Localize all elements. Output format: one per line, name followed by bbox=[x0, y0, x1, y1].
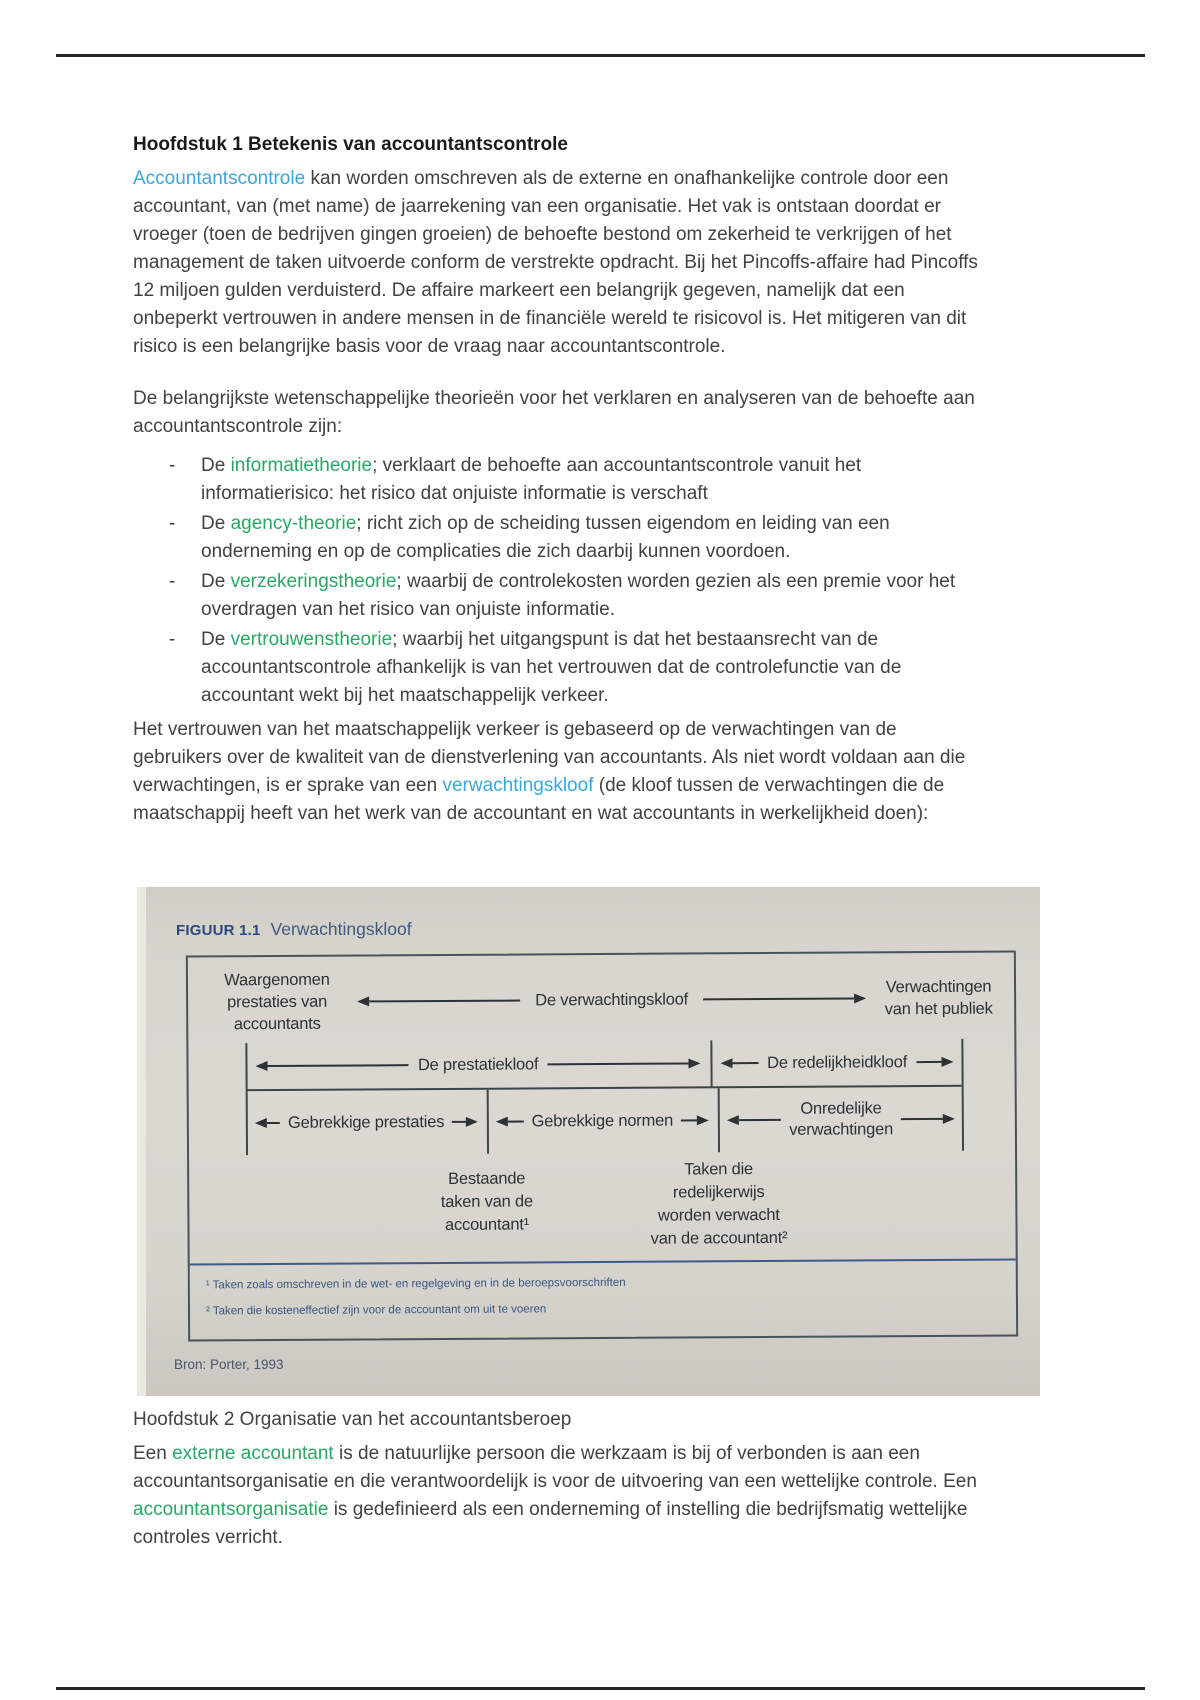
tick-right bbox=[961, 1039, 963, 1085]
arrow-line bbox=[267, 1064, 408, 1067]
figure-source: Bron: Porter, 1993 bbox=[174, 1357, 284, 1372]
diagram-cause-row bbox=[246, 1087, 964, 1155]
arrowhead-left-icon bbox=[357, 996, 369, 1006]
diagram-top-row bbox=[202, 965, 1006, 1036]
figure-caption bbox=[176, 919, 412, 940]
arrow-line bbox=[703, 997, 854, 1000]
chapter-1-section bbox=[133, 131, 1093, 828]
arrow-line bbox=[452, 1121, 465, 1124]
tick-left bbox=[245, 1043, 247, 1089]
diagram-gap-row bbox=[245, 1039, 963, 1089]
label-prestatiekloof: De prestatiekloof bbox=[417, 1054, 539, 1074]
divider-line bbox=[486, 1090, 488, 1154]
arrowhead-right-icon bbox=[854, 993, 866, 1003]
arrowhead-left-icon bbox=[495, 1117, 507, 1127]
arrowhead-left-icon bbox=[721, 1058, 733, 1068]
chapter-2-section bbox=[133, 1406, 1133, 1552]
figure-diagram-box bbox=[186, 950, 1018, 1341]
arrow-line bbox=[267, 1122, 280, 1125]
tick-middle bbox=[711, 1040, 713, 1086]
label-redelijkheidkloof: De redelijkheidkloof bbox=[767, 1052, 908, 1072]
top-rule bbox=[56, 54, 1145, 57]
arrowhead-right-icon bbox=[697, 1115, 709, 1125]
arrowhead-left-icon bbox=[255, 1118, 267, 1128]
paragraph-3: Het vertrouwen van het maatschappelijk verkeer is gebaseerd op de verwachtingen van de gebruikers over de kwaliteit van de dienstverlening van accountants. Als niet wordt voldaan aan die verwachtingen, is er sprake van een verwachtingskloof (de kloof tussen de verwachtingen die de maatschappij heeft van het werk van de accountant en wat accountants in werkelijkheid doen): bbox=[133, 719, 966, 824]
label-verwachtingskloof: De verwachtingskloof bbox=[535, 989, 689, 1009]
arrow-line bbox=[681, 1119, 697, 1122]
theory-list bbox=[133, 452, 1093, 710]
chapter-2-heading: Hoofdstuk 2 Organisatie van het accountantsberoep bbox=[133, 1409, 572, 1430]
figure-footnote-2: ² Taken die kosteneffectief zijn voor de accountant om uit te voeren bbox=[205, 1303, 547, 1318]
figure-title: Verwachtingskloof bbox=[270, 919, 412, 939]
arrowhead-right-icon bbox=[941, 1057, 953, 1067]
figure-1-1-scan bbox=[137, 887, 1040, 1396]
arrowhead-right-icon bbox=[943, 1114, 955, 1124]
bullet-marker: - bbox=[169, 513, 176, 534]
cell-gebrekkige-normen bbox=[486, 1088, 718, 1153]
label-waargenomen-prestaties: Waargenomen prestaties van accountants bbox=[224, 970, 330, 1034]
label-gebrekkige-prestaties: Gebrekkige prestaties bbox=[287, 1112, 445, 1132]
cell-onredelijke-verwachtingen bbox=[718, 1087, 964, 1152]
arrow-line bbox=[733, 1062, 758, 1065]
bullet-marker: - bbox=[169, 455, 176, 476]
divider-line bbox=[718, 1088, 720, 1152]
segment-redelijkheidkloof bbox=[711, 1052, 964, 1073]
paragraph-4: Een externe accountant is de natuurlijke persoon die werkzaam is bij of verbonden is aan een accountantsorganisatie en die verantwoordelijk is voor de uitvoering van een wettelijke controle. Een accountantsorganisatie is gedefinieerd als een onderneming of instelling die bedrijfsmatig wettelijke controles verricht. bbox=[133, 1443, 977, 1548]
arrow-right bbox=[703, 993, 866, 1004]
note-bestaande-taken: Bestaande taken van de accountant¹ bbox=[440, 1169, 533, 1234]
arrow-left bbox=[357, 995, 520, 1006]
list-item-text: De agency-theorie; richt zich op de scheiding tussen eigendom en leiding van een onderneming en op de complicaties die zich daarbij kunnen voordoen. bbox=[201, 513, 890, 562]
list-item bbox=[133, 626, 1093, 710]
diagram-notes bbox=[246, 1161, 965, 1255]
divider-line bbox=[962, 1087, 964, 1151]
list-item bbox=[133, 452, 1093, 508]
arrow-line bbox=[739, 1119, 781, 1122]
divider-line bbox=[246, 1091, 248, 1155]
figure-footnote-1: ¹ Taken zoals omschreven in de wet- en regelgeving en in de beroepsvoorschriften bbox=[205, 1276, 626, 1292]
label-gebrekkige-normen: Gebrekkige normen bbox=[531, 1111, 674, 1130]
arrow-line bbox=[901, 1118, 943, 1121]
note-taken-redelijkerwijs: Taken die redelijkerwijs worden verwacht van de accountant² bbox=[650, 1160, 788, 1248]
paragraph-1: Accountantscontrole kan worden omschreven als de externe en onafhankelijke controle door een accountant, van (met name) de jaarrekening van een organisatie. Het vak is ontstaan doordat er vroeger (toen de bedrijven gingen groeien) de behoefte bestond om zekerheid te verkrijgen of het management de taken uitvoerde conform de verstrekte opdracht. Bij het Pincoffs-affaire had Pincoffs 12 miljoen gulden verduisterd. De affaire markeert een belangrijk gegeven, namelijk dat een onbeperkt vertrouwen in andere mensen in de financiële wereld te risicovol is. Het mitigeren van dit risico is een belangrijke basis voor de vraag naar accountantscontrole. bbox=[133, 168, 978, 357]
arrow-line bbox=[916, 1061, 941, 1064]
list-item-text: De vertrouwenstheorie; waarbij het uitgangspunt is dat het bestaansrecht van de accountantscontrole afhankelijk is van het vertrouwen dat de controlefunctie van de accountant wekt bij het maatschappelijk verkeer. bbox=[201, 629, 902, 706]
bullet-marker: - bbox=[169, 629, 176, 650]
cell-gebrekkige-prestaties bbox=[246, 1090, 487, 1155]
bullet-marker: - bbox=[169, 571, 176, 592]
list-item-text: De verzekeringstheorie; waarbij de controlekosten worden gezien als een premie voor het overdragen van het risico van onjuiste informatie. bbox=[201, 571, 956, 620]
list-item bbox=[133, 568, 1093, 624]
label-verwachtingen-publiek: Verwachtingen van het publiek bbox=[884, 977, 993, 1019]
arrow-line bbox=[507, 1120, 523, 1123]
footnote-divider bbox=[190, 1258, 1016, 1265]
arrow-line bbox=[547, 1062, 688, 1065]
arrowhead-right-icon bbox=[465, 1117, 477, 1127]
chapter-1-heading: Hoofdstuk 1 Betekenis van accountantscontrole bbox=[133, 134, 568, 155]
segment-prestatiekloof bbox=[245, 1054, 710, 1076]
list-item-text: De informatietheorie; verklaart de behoefte aan accountantscontrole vanuit het informatierisico: het risico dat onjuiste informatie is verschaft bbox=[201, 455, 862, 504]
list-item bbox=[133, 510, 1093, 566]
arrow-line bbox=[369, 999, 520, 1002]
paragraph-2: De belangrijkste wetenschappelijke theorieën voor het verklaren en analyseren van de behoefte aan accountantscontrole zijn: bbox=[133, 388, 975, 437]
label-onredelijke-verwachtingen: Onredelijke verwachtingen bbox=[789, 1099, 894, 1139]
arrowhead-left-icon bbox=[255, 1061, 267, 1071]
arrowhead-left-icon bbox=[727, 1115, 739, 1125]
bottom-rule bbox=[56, 1687, 1145, 1690]
figure-number: FIGUUR 1.1 bbox=[176, 922, 261, 939]
arrowhead-right-icon bbox=[689, 1058, 701, 1068]
